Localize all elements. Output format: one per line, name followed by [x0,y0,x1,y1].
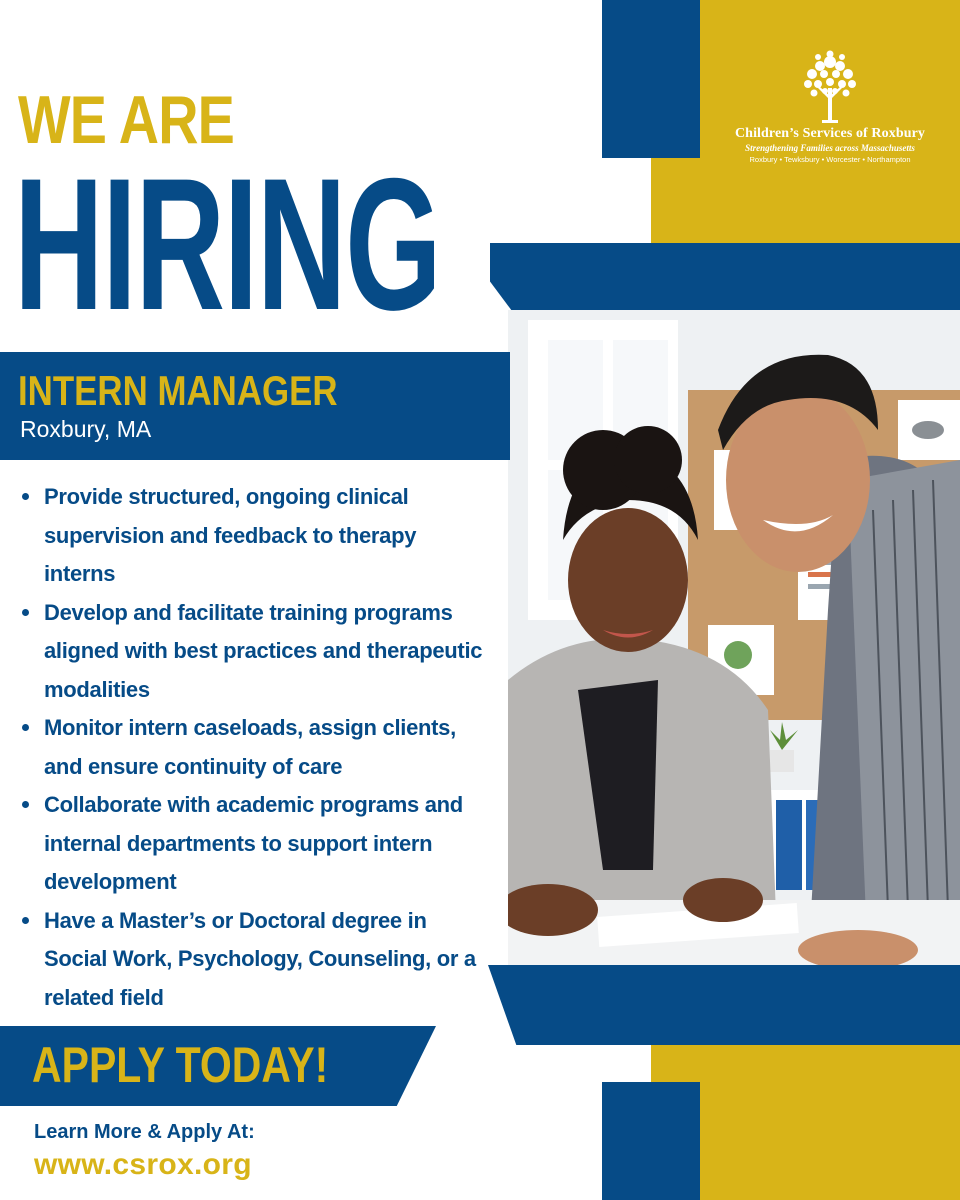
website-link[interactable]: www.csrox.org [34,1148,252,1181]
logo-locations: Roxbury • Tewksbury • Worcester • Northampton [749,155,911,164]
list-item-text: Develop and facilitate training programs aligned with best practices and therapeutic modalities [44,599,483,702]
logo-tagline: Strengthening Families across Massachusetts [745,143,915,153]
headline-we-are: WE ARE [18,82,235,158]
list-item-text: Provide structured, ongoing clinical supervision and feedback to therapy interns [44,484,417,586]
job-location: Roxbury, MA [20,416,152,442]
headline-hiring: HIRING [14,139,441,349]
list-item [18,786,492,902]
navy-block-top [602,0,700,158]
learn-more-label: Learn More & Apply At: [34,1121,255,1143]
navy-band-lower [488,965,960,1045]
bullet-icon [22,724,29,731]
apply-today-heading: APPLY TODAY! [32,1037,329,1093]
list-item-text: Monitor intern caseloads, assign clients, and ensure continuity of care [44,715,456,779]
list-item-text: Collaborate with academic programs and internal departments to support intern development [44,792,463,894]
tree-icon [798,48,862,124]
bullet-icon [22,917,29,924]
job-title: INTERN MANAGER [18,367,338,414]
responsibilities-list [18,478,492,1017]
list-item [18,709,492,786]
list-item-text: Have a Master’s or Doctoral degree in Social Work, Psychology, Counseling, or a related field [44,907,476,1010]
bullet-icon [22,493,29,500]
bullet-icon [22,609,29,616]
list-item [18,902,492,1018]
organization-logo [700,48,960,168]
navy-band-upper [490,243,960,313]
list-item [18,478,492,594]
list-item [18,594,492,710]
team-photo [508,310,960,966]
navy-block-bottom [602,1082,700,1200]
logo-name: Children’s Services of Roxbury [734,126,926,141]
bullet-icon [22,801,29,808]
